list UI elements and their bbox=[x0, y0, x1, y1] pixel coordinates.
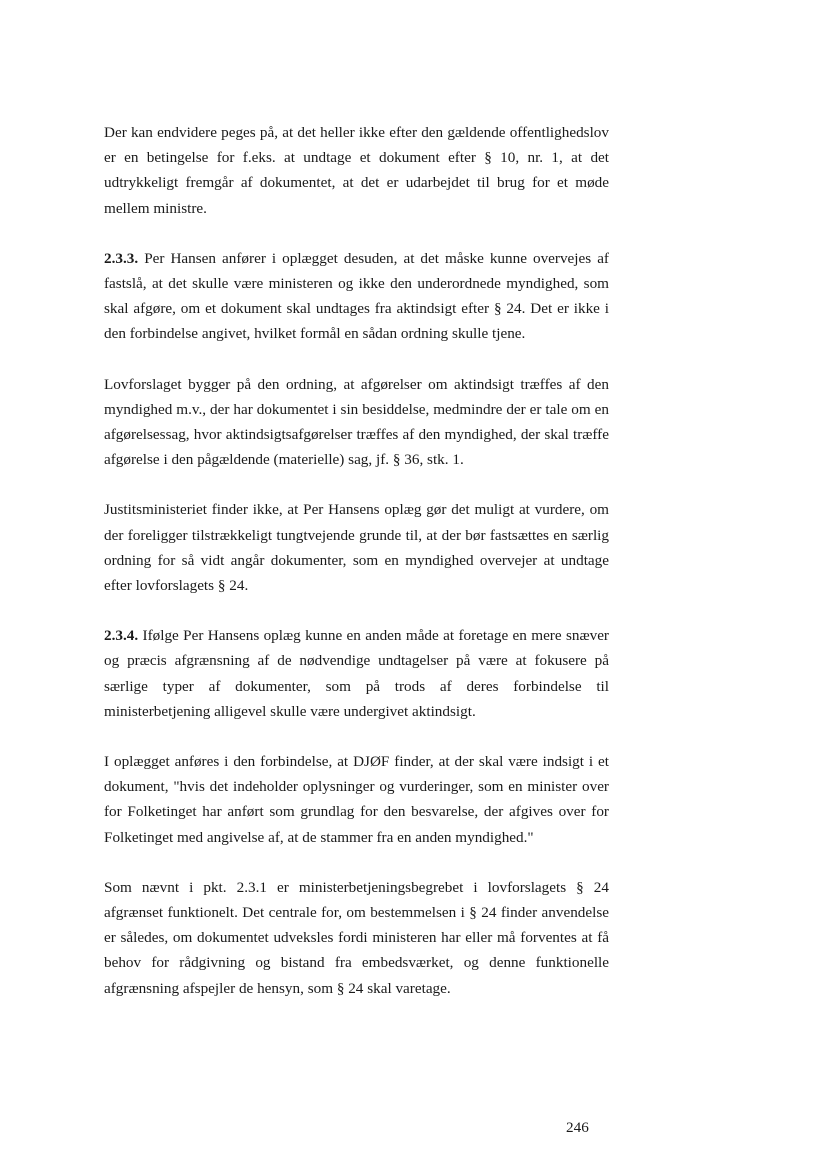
document-body bbox=[104, 120, 609, 1001]
paragraph-4-text: Justitsministeriet finder ikke, at Per Hansens oplæg gør det muligt at vurdere, om der foreligger tilstrækkeligt tungtvejende grunde til, at der bør fastsættes en særlig ordning for så vidt angår dokumenter, som en myndighed overvejer at undtage efter lovforslagets § 24. bbox=[104, 501, 609, 595]
paragraph-1-text: Der kan endvidere peges på, at det heller ikke efter den gældende offentlighedslov er en betingelse for f.eks. at undtage et dokument efter § 10, nr. 1, at det udtrykkeligt fremgår af dokumentet, at det er udarbejdet til brug for et møde mellem ministre. bbox=[104, 124, 609, 217]
section-number-2-3-4: 2.3.4. bbox=[104, 627, 139, 645]
section-number-2-3-3: 2.3.3. bbox=[104, 249, 139, 267]
paragraph-6-text: I oplægget anføres i den forbindelse, at DJØF finder, at der skal være indsigt i et dokument, "hvis det indeholder oplysninger og vurderinger, som en minister over for Folketinget har anført som grundlag for den besvarelse, der afgives over for Folketinget med angivelse af, at de stammer fra en anden myndighed." bbox=[104, 753, 609, 846]
paragraph-1 bbox=[104, 120, 609, 221]
paragraph-6 bbox=[104, 749, 609, 850]
page-number: 246 bbox=[566, 1119, 589, 1136]
paragraph-5-text: Ifølge Per Hansens oplæg kunne en anden måde at foretage en mere snæver og præcis afgrænsning af de nødvendige undtagelser på være at fokusere på særlige typer af dokumenter, som på trods af deres forbindelse til ministerbetjening alligevel skulle være undergivet aktindsigt. bbox=[104, 627, 609, 720]
paragraph-2 bbox=[104, 246, 609, 347]
paragraph-5 bbox=[104, 623, 609, 724]
paragraph-3 bbox=[104, 372, 609, 473]
paragraph-3-text: Lovforslaget bygger på den ordning, at afgørelser om aktindsigt træffes af den myndighed m.v., der har dokumentet i sin besiddelse, medmindre der er tale om en afgørelsessag, hvor aktindsigtsafgørelser træffes af den myndighed, der skal træffe afgørelse i den pågældende (materielle) sag, jf. § 36, stk. 1. bbox=[104, 375, 609, 469]
paragraph-4 bbox=[104, 497, 609, 598]
paragraph-2-text: Per Hansen anfører i oplægget desuden, at det måske kunne overvejes af fastslå, at det skulle være ministeren og ikke den underordnede myndighed, som skal afgøre, om et dokument skal undtages fra aktindsigt efter § 24. Det er ikke i den forbindelse angivet, hvilket formål en sådan ordning skulle tjene. bbox=[104, 249, 609, 343]
paragraph-7 bbox=[104, 875, 609, 1001]
paragraph-7-text: Som nævnt i pkt. 2.3.1 er ministerbetjeningsbegrebet i lovforslagets § 24 afgrænset funktionelt. Det centrale for, om bestemmelsen i § 24 finder anvendelse er således, om dokumentet udveksles fordi ministeren har eller må forventes at få behov for rådgivning og bistand fra embedsværket, og denne funktionelle afgrænsning afspejler de hensyn, som § 24 skal varetage. bbox=[104, 878, 609, 997]
